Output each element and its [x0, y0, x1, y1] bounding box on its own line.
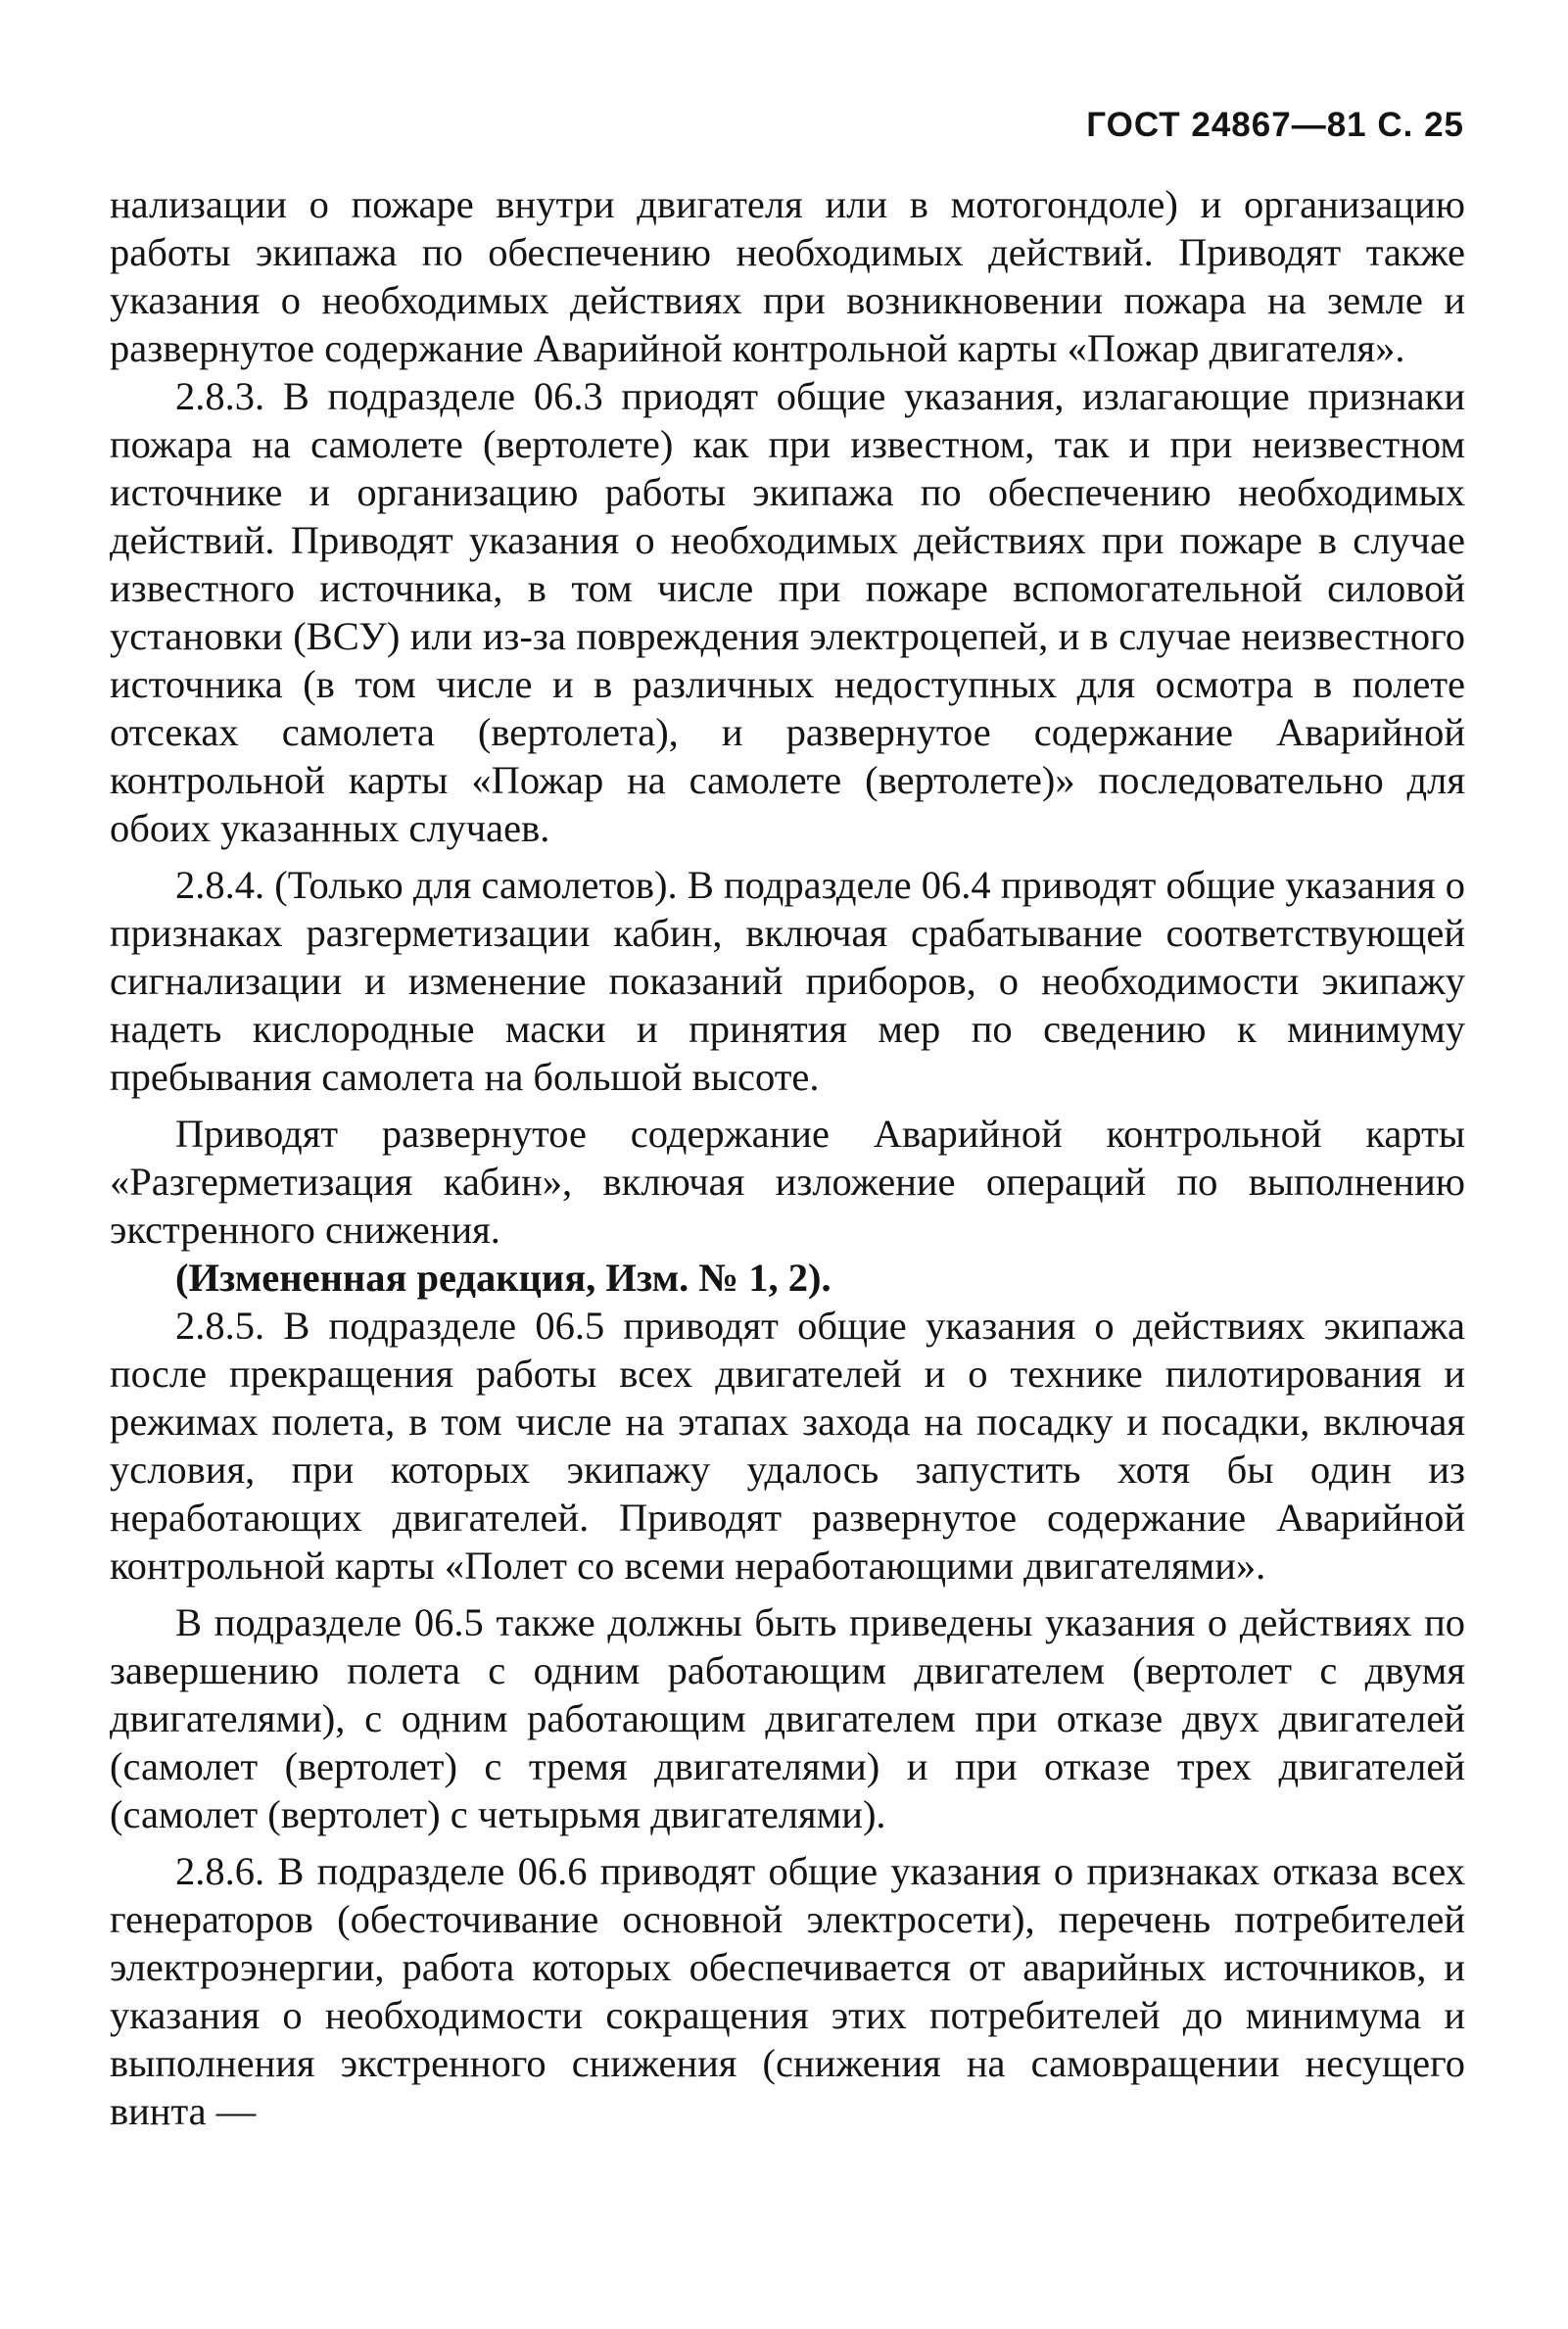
body-text: [110, 180, 1465, 2135]
paragraph-2-8-4: 2.8.4. (Только для самолетов). В подразделе 06.4 приводят общие указания о признаках разгерметизации кабин, включая срабатывание соответствующей сигнализации и изменение показаний приборов, о необходимости экипажу надеть кислородные маски и принятия мер по сведению к минимуму пребывания самолета на большой высоте.: [110, 863, 1465, 1099]
amendment-note: (Измененная редакция, Изм. № 1, 2).: [175, 1256, 832, 1300]
paragraph-single-engine: В подразделе 06.5 также должны быть приведены указания о действиях по завершению полета с одним работающим двигателем (вертолет с двумя двигателями), с одним работающим двигателем при отказе двух двигателей (самолет (вертолет) с тремя двигателями) и при отказе трех двигателей (самолет (вертолет) с четырьмя двигателями).: [110, 1600, 1465, 1836]
paragraph-continuation: нализации о пожаре внутри двигателя или в мотогондоле) и организацию работы экипажа по обеспечению необходимых действий. Приводят также указания о необходимых действиях при возникновении пожара на земле и развернутое содержание Аварийной контрольной карты «Пожар двигателя».: [110, 182, 1465, 370]
paragraph-decompression-card: Приводят развернутое содержание Аварийной контрольной карты «Разгерметизация кабин», включая изложение операций по выполнению экстренного снижения.: [110, 1112, 1465, 1252]
page-header: ГОСТ 24867—81 С. 25: [1086, 106, 1464, 144]
paragraph-2-8-5: 2.8.5. В подразделе 06.5 приводят общие указания о действиях экипажа после прекращения работы всех двигателей и о технике пилотирования и режимах полета, в том числе на этапах захода на посадку и посадки, включая условия, при которых экипажу удалось запустить хотя бы один из неработающих двигателей. Приводят развернутое содержание Аварийной контрольной карты «Полет со всеми неработающими двигателями».: [110, 1304, 1465, 1588]
paragraph-2-8-3: 2.8.3. В подразделе 06.3 приодят общие указания, излагающие признаки пожара на самолете (вертолете) как при известном, так и при неизвестном источнике и организацию работы экипажа по обеспечению необходимых действий. Приводят указания о необходимых действиях при пожаре в случае известного источника, в том числе при пожаре вспомогательной силовой установки (ВСУ) или из-за повреждения электроцепей, и в случае неизвестного источника (в том числе и в различных недоступных для осмотра в полете отсеках самолета (вертолета), и развернутое содержание Аварийной контрольной карты «Пожар на самолете (вертолете)» последовательно для обоих указанных случаев.: [110, 374, 1465, 850]
paragraph-2-8-6: 2.8.6. В подразделе 06.6 приводят общие указания о признаках отказа всех генераторов (обесточивание основной электросети), перечень потребителей электроэнергии, работа которых обеспечивается от аварийных источников, и указания о необходимости сокращения этих потребителей до минимума и выполнения экстренного снижения (снижения на самовращении несущего винта —: [110, 1849, 1465, 2133]
